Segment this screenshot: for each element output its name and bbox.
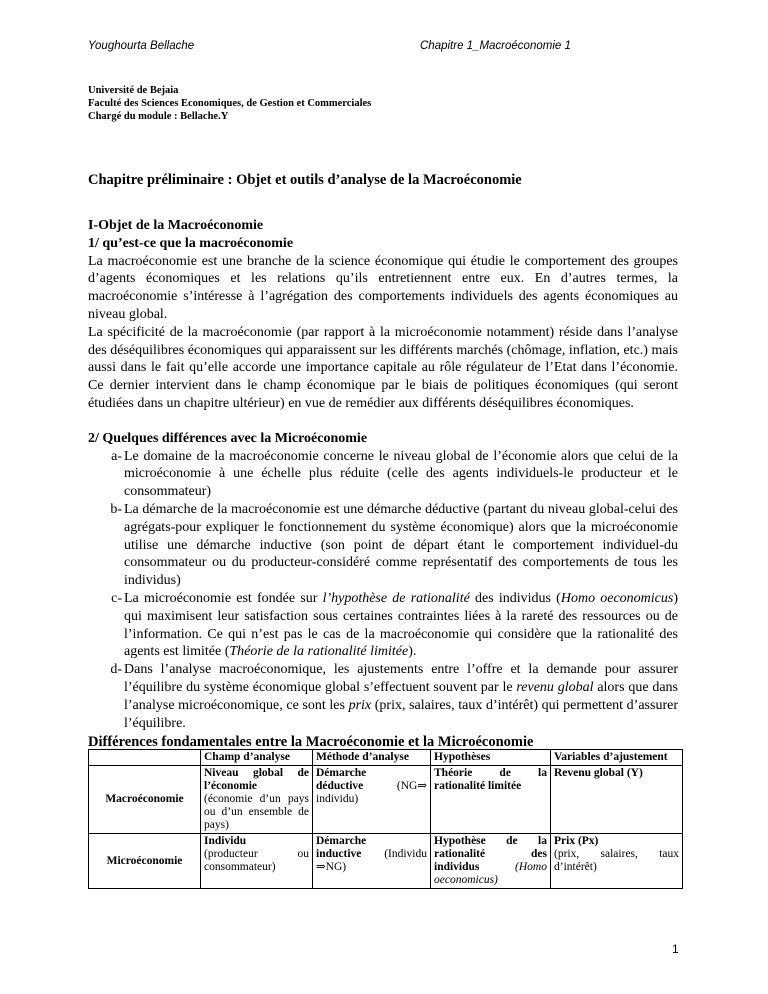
table-title: Différences fondamentales entre la Macroéconomie et la Microéconomie	[88, 734, 534, 750]
institution-university: Université de Bejaia	[88, 85, 179, 96]
header-methode: Méthode d’analyse	[313, 750, 431, 766]
page-number: 1	[672, 942, 679, 956]
paragraph-2: La spécificité de la macroéconomie (par rapport à la microéconomie notamment) réside dans l’analyse des déséquilibres économiques qui apparaissent sur les différents marchés (chômage, inflation, etc.) mais aussi dans le fait qu’elle accorde une importance capitale au rôle régulateur de l’Etat dans l’économie. Ce dernier intervient dans le champ économique par le biais de politiques économiques (qui seront étudiées dans un chapitre ultérieur) en vue de remédier aux différents déséquilibres économiques.	[88, 324, 678, 411]
differences-list	[88, 448, 678, 733]
institution-lecturer: Chargé du module : Bellache.Y	[88, 111, 229, 122]
table-header-row	[89, 750, 683, 766]
institution-faculty: Faculté des Sciences Economiques, de Gestion et Commerciales	[88, 98, 372, 109]
main-body	[88, 217, 678, 732]
list-item: d- Dans l’analyse macroéconomique, les ajustements entre l’offre et la demande pour assurer l’équilibre du système économique global s’effectuent souvent par le revenu global alors que dans l’analyse microéconomique, ce sont les prix (prix, salaires, taux d’intérêt) qui permettent d’assurer l’équilibre.	[110, 662, 678, 731]
table-row: Microéconomie Individu (producteur ou consommateur) Démarche inductive (Individu ⇒NG) Hypothèse de la rationalité des individus (Homo oeconomicus) Prix (Px) (prix, salaires, taux d’intérêt)	[89, 834, 683, 889]
chapter-title: Chapitre préliminaire : Objet et outils d’analyse de la Macroéconomie	[88, 172, 522, 188]
header-chapter: Chapitre 1_Macroéconomie 1	[420, 40, 571, 52]
subsection-2-title: 2/ Quelques différences avec la Microéconomie	[88, 430, 368, 446]
row-label-micro: Microéconomie	[89, 834, 201, 889]
row-label-macro: Macroéconomie	[89, 766, 201, 834]
header-variables: Variables d’ajustement	[551, 750, 683, 766]
table-row: Macroéconomie Niveau global de l’économie (économie d’un pays ou d’un ensemble de pays) Démarche déductive (NG⇒ individu) Théorie de la rationalité limitée Revenu global (Y)	[89, 766, 683, 834]
header-author: Youghourta Bellache	[88, 40, 195, 52]
header-hypotheses: Hypothèses	[431, 750, 551, 766]
section-title: I-Objet de la Macroéconomie	[88, 218, 264, 233]
list-item: a- Le domaine de la macroéconomie concerne le niveau global de l’économie alors que celui de la microéconomie à une échelle plus réduite (celle des agents individuels-le producteur et le consommateur)	[111, 448, 678, 500]
list-item: c- La microéconomie est fondée sur l’hypothèse de rationalité des individus (Homo oeconomicus) qui maximisent leur satisfaction sous certaines contraintes liées à la rareté des ressources ou de l’information. Ce qui n’est pas le cas de la macroéconomie qui considère que la rationalité des agents est limitée (Théorie de la rationalité limitée).	[111, 590, 679, 660]
comparison-table	[88, 749, 683, 889]
subsection-1-title: 1/ qu’est-ce que la macroéconomie	[88, 235, 294, 251]
header-champ: Champ d’analyse	[201, 750, 313, 766]
institution-block	[88, 84, 371, 123]
paragraph-1: La macroéconomie est une branche de la science économique qui étudie le comportement des groupes d’agents économiques et les relations qu’ils entretiennent entre eux. En d’autres termes, la macroéconomie s’intéresse à l’agrégation des comportements individuels des agents économiques au niveau global.	[88, 253, 678, 322]
list-item: b- La démarche de la macroéconomie est une démarche déductive (partant du niveau global-celui des agrégats-pour expliquer le fonctionnement du système économique) alors que la microéconomie utilise une démarche inductive (son point de départ étant le comportement individuel-du consommateur ou du producteur-considéré comme représentatif des comportements de tous les individus)	[110, 501, 678, 589]
